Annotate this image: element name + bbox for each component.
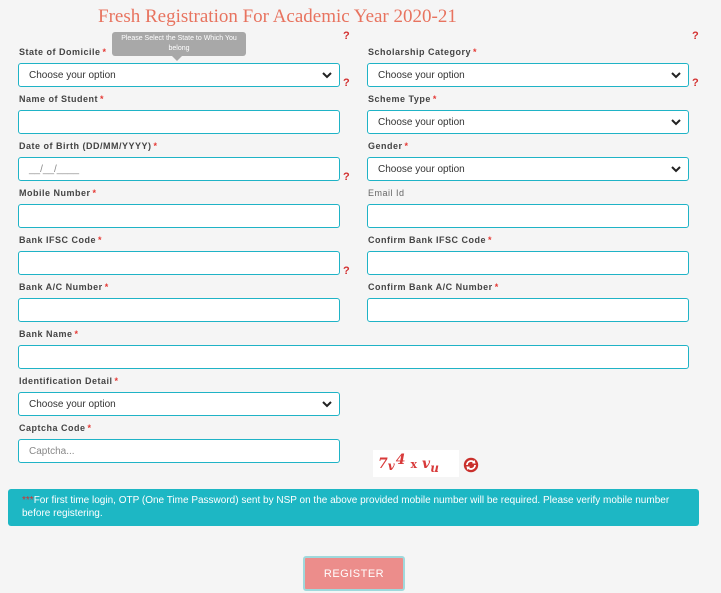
state-select[interactable]: Choose your option: [18, 63, 340, 87]
notice-stars: ***: [22, 495, 34, 506]
required-mark: *: [473, 47, 478, 57]
chevron-down-icon: [670, 163, 682, 175]
required-mark: *: [100, 94, 105, 104]
ifsc-input[interactable]: [18, 251, 340, 275]
dob-placeholder: __/__/____: [29, 163, 80, 175]
mobile-label: Mobile Number *: [19, 188, 97, 198]
required-mark: *: [488, 235, 493, 245]
register-button[interactable]: REGISTER: [303, 556, 405, 591]
account-input[interactable]: [18, 298, 340, 322]
required-mark: *: [98, 235, 103, 245]
chevron-down-icon: [321, 398, 333, 410]
required-mark: *: [494, 282, 499, 292]
help-icon[interactable]: ?: [692, 77, 699, 89]
chevron-down-icon: [670, 116, 682, 128]
captcha-placeholder: Captcha...: [29, 445, 75, 457]
help-icon[interactable]: ?: [343, 265, 350, 277]
state-tooltip: Please Select the State to Which You belong: [112, 32, 246, 56]
mobile-input[interactable]: [18, 204, 340, 228]
email-input[interactable]: [367, 204, 689, 228]
captcha-input[interactable]: [18, 439, 340, 463]
identification-select[interactable]: Choose your option: [18, 392, 340, 416]
account-label: Bank A/C Number *: [19, 282, 109, 292]
captcha-image: 7v4 $_x$ vu: [373, 450, 459, 477]
confirm-account-input[interactable]: [367, 298, 689, 322]
help-icon[interactable]: ?: [343, 30, 350, 42]
required-mark: *: [104, 282, 109, 292]
required-mark: *: [87, 423, 92, 433]
required-mark: *: [102, 47, 107, 57]
required-mark: *: [92, 188, 97, 198]
page-title: Fresh Registration For Academic Year 2020-21: [98, 6, 457, 27]
gender-label: Gender *: [368, 141, 409, 151]
help-icon[interactable]: ?: [692, 30, 699, 42]
required-mark: *: [404, 141, 409, 151]
email-label: Email Id: [368, 188, 405, 198]
gender-select[interactable]: Choose your option: [367, 157, 689, 181]
state-label: State of Domicile *: [19, 47, 107, 57]
scheme-type-select[interactable]: Choose your option: [367, 110, 689, 134]
student-name-label: Name of Student *: [19, 94, 105, 104]
help-icon[interactable]: ?: [343, 77, 350, 89]
confirm-account-label: Confirm Bank A/C Number *: [368, 282, 499, 292]
otp-notice: [8, 489, 699, 526]
confirm-ifsc-label: Confirm Bank IFSC Code *: [368, 235, 493, 245]
required-mark: *: [74, 329, 79, 339]
bank-name-label: Bank Name *: [19, 329, 79, 339]
required-mark: *: [114, 376, 119, 386]
dob-input[interactable]: [18, 157, 340, 181]
required-mark: *: [432, 94, 437, 104]
scholarship-select[interactable]: Choose your option: [367, 63, 689, 87]
refresh-icon[interactable]: [462, 456, 480, 474]
dob-label: Date of Birth (DD/MM/YYYY) *: [19, 141, 158, 151]
student-name-input[interactable]: [18, 110, 340, 134]
confirm-ifsc-input[interactable]: [367, 251, 689, 275]
scholarship-label: Scholarship Category *: [368, 47, 478, 57]
captcha-label: Captcha Code *: [19, 423, 92, 433]
notice-text: For first time login, OTP (One Time Password) sent by NSP on the above provided mobile number will be required. Please verify mobile number before registering.: [22, 495, 670, 519]
identification-label: Identification Detail *: [19, 376, 119, 386]
chevron-down-icon: [321, 69, 333, 81]
scheme-type-label: Scheme Type *: [368, 94, 437, 104]
bank-name-input[interactable]: [18, 345, 689, 369]
help-icon[interactable]: ?: [343, 171, 350, 183]
required-mark: *: [153, 141, 158, 151]
ifsc-label: Bank IFSC Code *: [19, 235, 103, 245]
chevron-down-icon: [670, 69, 682, 81]
